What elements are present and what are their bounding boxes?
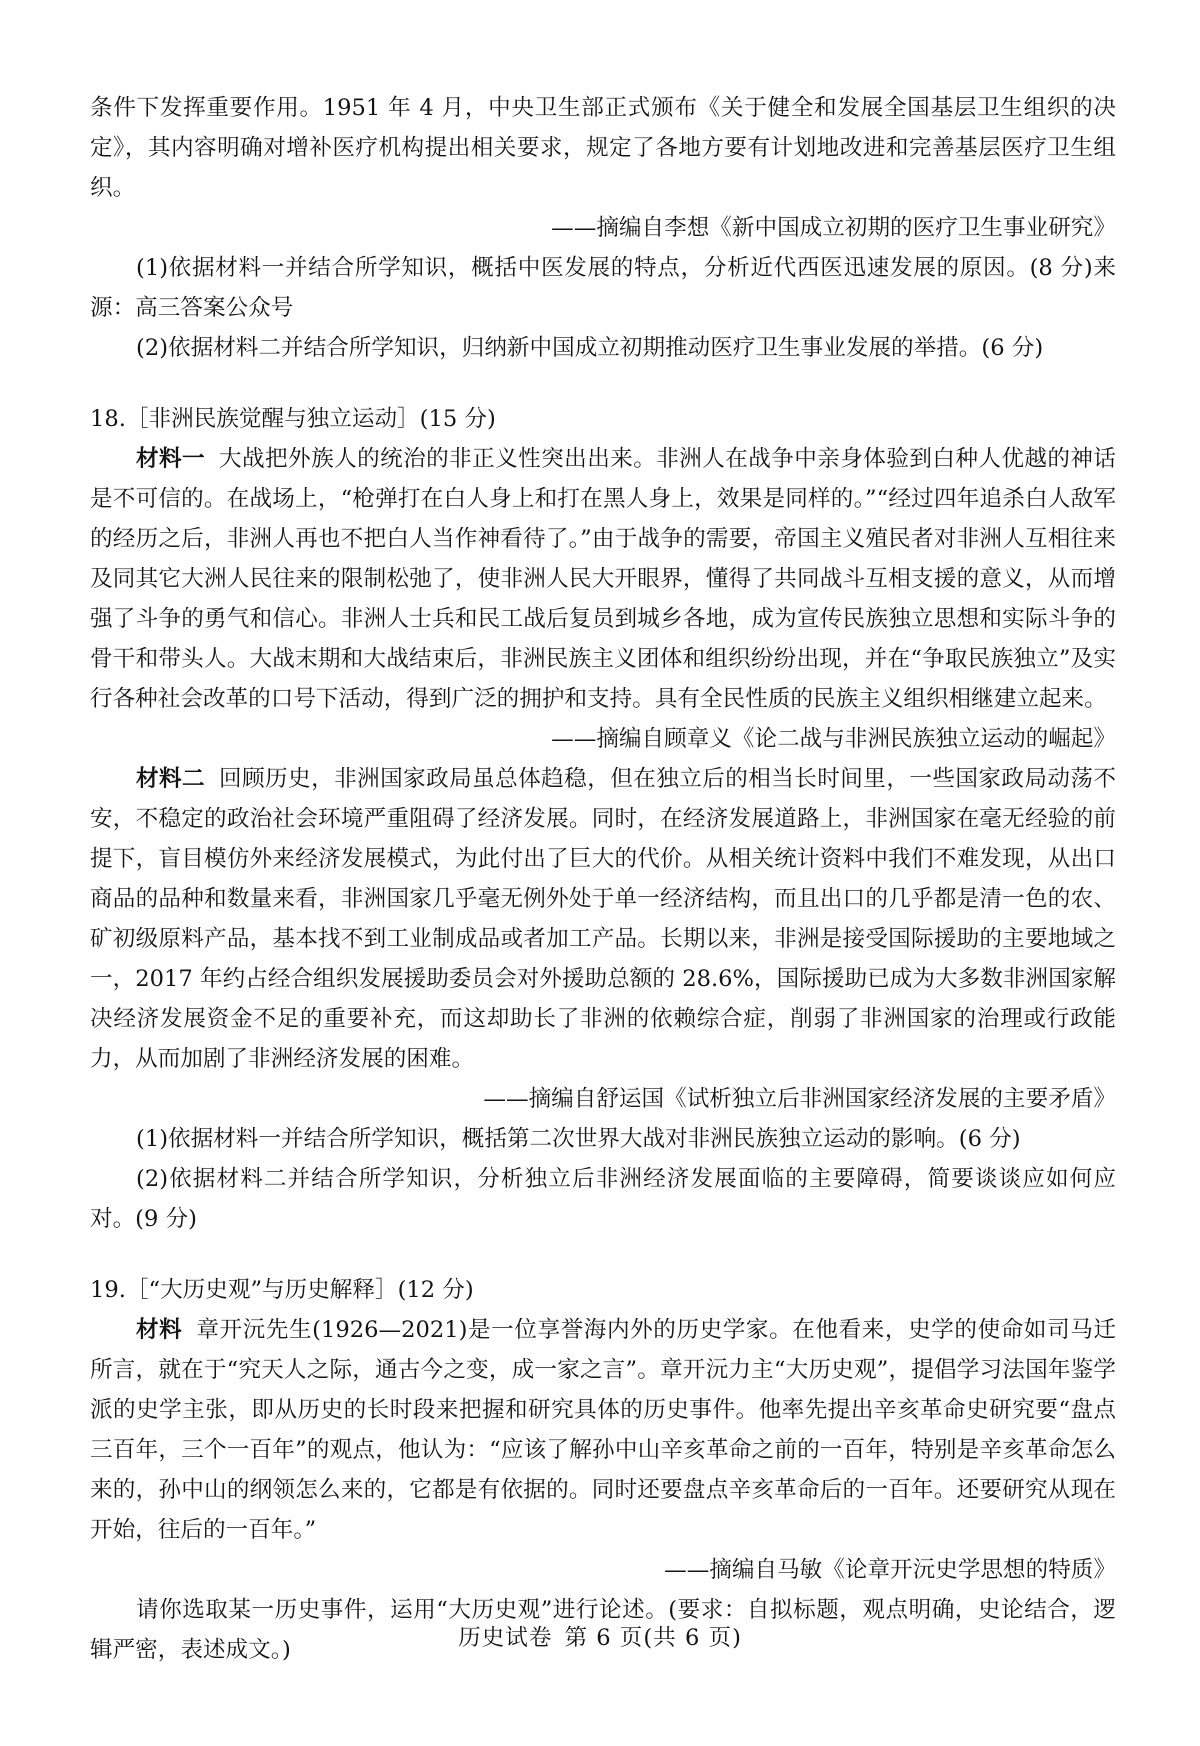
q19-material-label: 材料 xyxy=(136,1317,183,1343)
q18-material-2-source: ——摘编自舒运国《试析独立后非洲国家经济发展的主要矛盾》 xyxy=(483,1086,1116,1112)
q18-material-1 xyxy=(90,439,1116,719)
q18-material-2 xyxy=(90,759,1116,1079)
page-footer xyxy=(0,1618,1200,1658)
q18-subquestion-2: (2)依据材料二并结合所学知识，分析独立后非洲经济发展面临的主要障碍，简要谈谈应如何应对。(9 分) xyxy=(90,1166,1116,1232)
q17-continuation-text: 条件下发挥重要作用。1951 年 4 月，中央卫生部正式颁布《关于健全和发展全国基层卫生组织的决定》，其内容明确对增补医疗机构提出相关要求，规定了各地方要有计划地改进和完善基层医疗卫生组织。 xyxy=(90,95,1116,201)
q19-title: 19.［“大历史观”与历史解释］(12 分) xyxy=(90,1277,474,1303)
q17-subquestion-1: (1)依据材料一并结合所学知识，概括中医发展的特点，分析近代西医迅速发展的原因。(8 分)来源：高三答案公众号 xyxy=(90,255,1116,321)
q19-material xyxy=(90,1310,1116,1550)
q18-title: 18.［非洲民族觉醒与独立运动］(15 分) xyxy=(90,406,496,432)
q18-material-1-source: ——摘编自顾章义《论二战与非洲民族独立运动的崛起》 xyxy=(551,726,1116,752)
footer-page-number: 第 6 页(共 6 页) xyxy=(564,1625,742,1651)
q18-subquestion-1: (1)依据材料一并结合所学知识，概括第二次世界大战对非洲民族独立运动的影响。(6 分) xyxy=(136,1126,1021,1152)
q18-material-2-text: 回顾历史，非洲国家政局虽总体趋稳，但在独立后的相当长时间里，一些国家政局动荡不安，不稳定的政治社会环境严重阻碍了经济发展。同时，在经济发展道路上，非洲国家在毫无经验的前提下，盲目模仿外来经济发展模式，为此付出了巨大的代价。从相关统计资料中我们不难发现，从出口商品的品种和数量来看，非洲国家几乎毫无例外处于单一经济结构，而且出口的几乎都是清一色的农、矿初级原料产品，基本找不到工业制成品或者加工产品。长期以来，非洲是接受国际援助的主要地域之一，2017 年约占经合组织发展援助委员会对外援助总额的 28.6%，国际援助已成为大多数非洲国家解决经济发展资金不足的重要补充，而这却助长了非洲的依赖综合症，削弱了非洲国家的治理或行政能力，从而加剧了非洲经济发展的困难。 xyxy=(90,766,1117,1072)
q18-material-1-label: 材料一 xyxy=(136,446,206,472)
footer-subject: 历史试卷 xyxy=(458,1625,553,1651)
exam-page xyxy=(90,88,1116,1670)
q17-source: ——摘编自李想《新中国成立初期的医疗卫生事业研究》 xyxy=(551,215,1116,241)
q18-material-2-label: 材料二 xyxy=(136,766,206,792)
q19-material-text: 章开沅先生(1926—2021)是一位享誉海内外的历史学家。在他看来，史学的使命如司马迁所言，就在于“究天人之际，通古今之变，成一家之言”。章开沅力主“大历史观”，提倡学习法国年鉴学派的史学主张，即从历史的长时段来把握和研究具体的历史事件。他率先提出辛亥革命史研究要“盘点三百年，三个一百年”的观点，他认为：“应该了解孙中山辛亥革命之前的一百年，特别是辛亥革命怎么来的，孙中山的纲领怎么来的，它都是有依据的。同时还要盘点辛亥革命后的一百年。还要研究从现在开始，往后的一百年。” xyxy=(90,1317,1117,1543)
q17-subquestion-2: (2)依据材料二并结合所学知识，归纳新中国成立初期推动医疗卫生事业发展的举措。(6 分) xyxy=(136,335,1044,361)
q18-material-1-text: 大战把外族人的统治的非正义性突出出来。非洲人在战争中亲身体验到白种人优越的神话是不可信的。在战场上，“枪弹打在白人身上和打在黑人身上，效果是同样的。”“经过四年追杀白人敌军的经历之后，非洲人再也不把白人当作神看待了。”由于战争的需要，帝国主义殖民者对非洲人互相往来及同其它大洲人民往来的限制松弛了，使非洲人民大开眼界，懂得了共同战斗互相支援的意义，从而增强了斗争的勇气和信心。非洲人士兵和民工战后复员到城乡各地，成为宣传民族独立思想和实际斗争的骨干和带头人。大战末期和大战结束后，非洲民族主义团体和组织纷纷出现，并在“争取民族独立”及实行各种社会改革的口号下活动，得到广泛的拥护和支持。具有全民性质的民族主义组织相继建立起来。 xyxy=(90,446,1117,712)
q19-task: 请你选取某一历史事件，运用“大历史观”进行论述。(要求：自拟标题，观点明确，史论结合，逻辑严密，表述成文。) xyxy=(90,1597,1116,1663)
q19-material-source: ——摘编自马敏《论章开沅史学思想的特质》 xyxy=(664,1557,1116,1583)
